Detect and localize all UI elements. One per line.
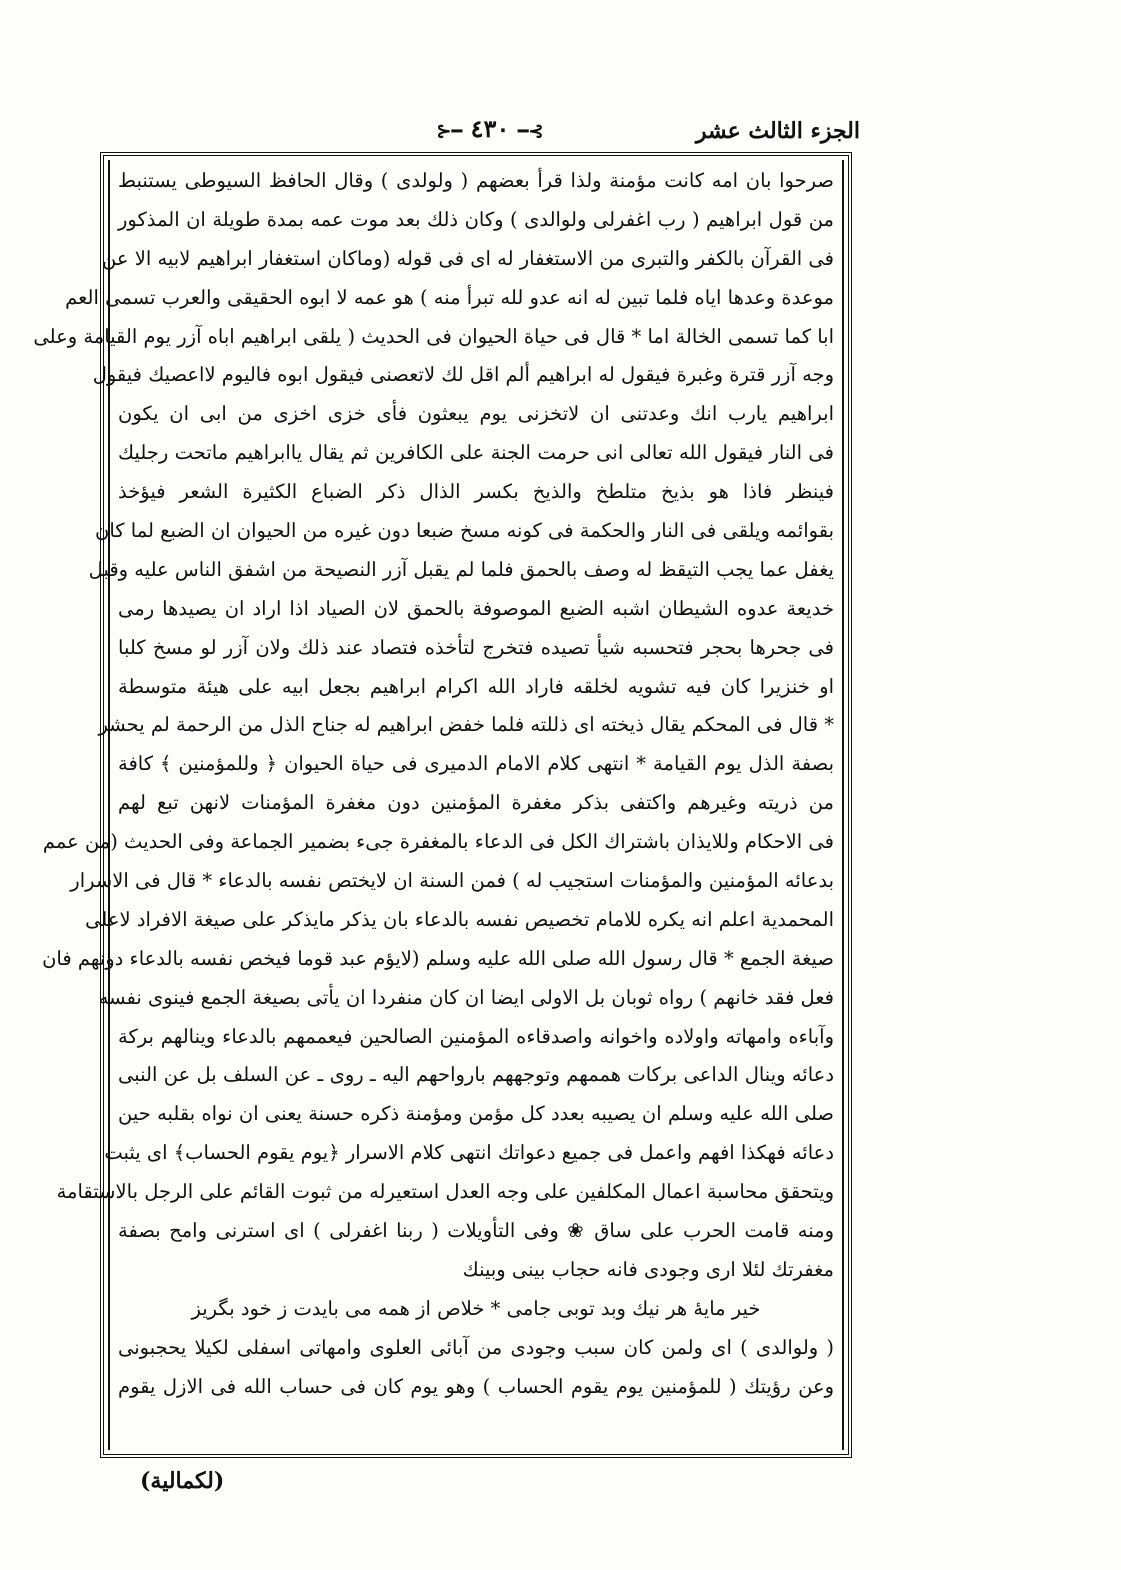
verse-line: خير مايهٔ هر نيك وبد توبی جامی * خلاص از همه می بايدت ز خود بگريز bbox=[191, 1296, 761, 1320]
text-line: فی الاحكام وللايذان باشتراك الكل فی الدعاء بالمغفرة جیء بضمير الجماعة وفی الحديث (من عمم bbox=[42, 830, 834, 854]
part-title: الجزء الثالث عشر bbox=[695, 118, 860, 144]
text-line: ومنه قامت الحرب علی ساق ❀ وفی التأويلات ( ربنا اغفرلی ) ای استرنی وامح بصفة bbox=[118, 1219, 834, 1243]
text-line: وعن رؤيتك ( للمؤمنين يوم يقوم الحساب ) وهو يوم كان فی حساب الله فی الازل يقوم bbox=[118, 1374, 834, 1398]
text-line: من ذريته وغيرهم واكتفی بذكر مغفرة المؤمنين دون مغفرة المؤمنات لانهن تبع لهم bbox=[118, 791, 834, 815]
text-line: صيغة الجمع * قال رسول الله صلی الله عليه وسلم (لايؤم عبد قوما فيخص نفسه بالدعاء دونهم فان bbox=[42, 946, 834, 970]
text-line: بصفة الذل يوم القيامة * انتهی كلام الامام الدميری فی حياة الحيوان ﴿ وللمؤمنين ﴾ كافة bbox=[118, 752, 834, 776]
text-line: موعدة وعدها اياه فلما تبين له انه عدو لله تبرأ منه ) هو عمه لا ابوه الحقيقی والعرب تسمی العم bbox=[65, 285, 834, 309]
text-line: او خنزيرا كان فيه تشويه لخلقه فاراد الله اكرام ابراهيم بجعل ابيه علی هيئة متوسطة bbox=[118, 674, 834, 698]
page-header bbox=[100, 112, 870, 152]
text-line: من قول ابراهيم ( رب اغفرلی ولوالدی ) وكان ذلك بعد موت عمه بمدة طويلة ان المذكور bbox=[118, 207, 834, 231]
page-number-block bbox=[415, 114, 565, 143]
text-line: فی النار فيقول الله تعالی انی حرمت الجنة علی الكافرين ثم يقال ياابراهيم ماتحت رجليك bbox=[118, 441, 834, 465]
text-frame bbox=[33, 152, 852, 1458]
text-line: خديعة عدوه الشيطان اشبه الضبع الموصوفة بالحمق لان الصياد اذا اراد ان يصيدها رمی bbox=[118, 596, 834, 620]
text-line: مغفرتك لئلا اری وجودی فانه حجاب بينی وبينك bbox=[462, 1257, 834, 1281]
text-line: دعائه وينال الداعی بركات هممهم وتوجههم بارواحهم اليه ـ روی ـ عن السلف بل عن النبی bbox=[118, 1063, 834, 1087]
text-line: يغفل عما يجب التيقظ له وصف بالحمق فلما لم يقبل آزر النصيحة من اشفق الناس عليه وقبل bbox=[88, 557, 834, 581]
text-line: * قال فی المحكم يقال ذيخته ای ذللته فلما خفض ابراهيم له جناح الذل من الرحمة لم يحشر bbox=[98, 713, 834, 737]
catchword: (لكمالية) bbox=[140, 1468, 225, 1494]
text-line: ( ولوالدی ) ای ولمن كان سبب وجودی من آبائی العلوی وامهاتی اسفلی لكيلا يحجبونی bbox=[118, 1335, 834, 1359]
page-number: ٤٣٠ bbox=[470, 114, 510, 143]
text-line: فينظر فاذا هو بذيخ متلطخ والذيخ بكسر الذال ذكر الضباع الكثيرة الشعر فيؤخذ bbox=[118, 480, 834, 504]
text-line: وآباءه وامهاته واولاده واخوانه واصدقاءه المؤمنين الصالحين فيعممهم بالدعاء وينالهم بركة bbox=[118, 1024, 834, 1048]
text-line: صرحوا بان امه كانت مؤمنة ولذا قرأ بعضهم ( ولولدی ) وقال الحافظ السيوطی يستنبط bbox=[118, 169, 834, 192]
ornament-left: ⊱━ bbox=[517, 121, 544, 142]
text-line: فعل فقد خانهم ) رواه ثوبان بل الاولی ايضا ان كان منفردا ان يأتی بصيغة الجمع فينوی نفسه bbox=[98, 985, 834, 1009]
text-line: ويتحقق محاسبة اعمال المكلفين علی وجه العدل استعيرله من ثبوت القائم علی الرجل بالاستقامة bbox=[56, 1180, 834, 1204]
text-line: المحمدية اعلم انه يكره للامام تخصيص نفسه بالدعاء بان يذكر مايذكر علی صيغة الافراد لاعلی bbox=[85, 907, 834, 931]
text-line: وجه آزر قترة وغبرة فيقول له ابراهيم ألم اقل لك لاتعصنی فيقول ابوه فاليوم لااعصيك فيقول bbox=[92, 363, 834, 387]
text-line: فی جحرها بحجر فتحسبه شيأ تصيده فتخرج لتأخذه فتصاد عند ذلك ولان آزر لو مسخ كلبا bbox=[118, 635, 834, 659]
text-line: ابراهيم يارب انك وعدتنی ان لاتخزنی يوم يبعثون فأی خزی اخزی من ابی ان يكون bbox=[118, 402, 834, 426]
ornament-right: ━⊰ bbox=[436, 121, 463, 142]
text-line: بقوائمه ويلقی فی النار والحكمة فی كونه مسخ ضبعا دون غيره من الحيوان ان الضبع لما كان bbox=[95, 519, 834, 543]
text-line: فی القرآن بالكفر والتبری من الاستغفار له ای فی قوله (وماكان استغفار ابراهيم لابيه الا عن bbox=[102, 246, 834, 270]
text-line: دعائه فهكذا افهم واعمل فی جميع دعواتك انتهی كلام الاسرار ﴿يوم يقوم الحساب﴾ ای يثبت bbox=[104, 1141, 834, 1165]
text-line: بدعائه المؤمنين والمؤمنات استجيب له ) فمن السنة ان لايختص نفسه بالدعاء * قال فی الاسرار bbox=[70, 869, 834, 893]
text-body bbox=[33, 162, 834, 1444]
text-line: صلی الله عليه وسلم ان يصيبه بعدد كل مؤمن ومؤمنة ذكره حسنة يعنی ان نواه بقلبه حين bbox=[118, 1102, 834, 1126]
text-line: ابا كما تسمی الخالة اما * قال فی حياة الحيوان فی الحديث ( يلقی ابراهيم اباه آزر يوم القيامة وعلی bbox=[33, 324, 834, 348]
